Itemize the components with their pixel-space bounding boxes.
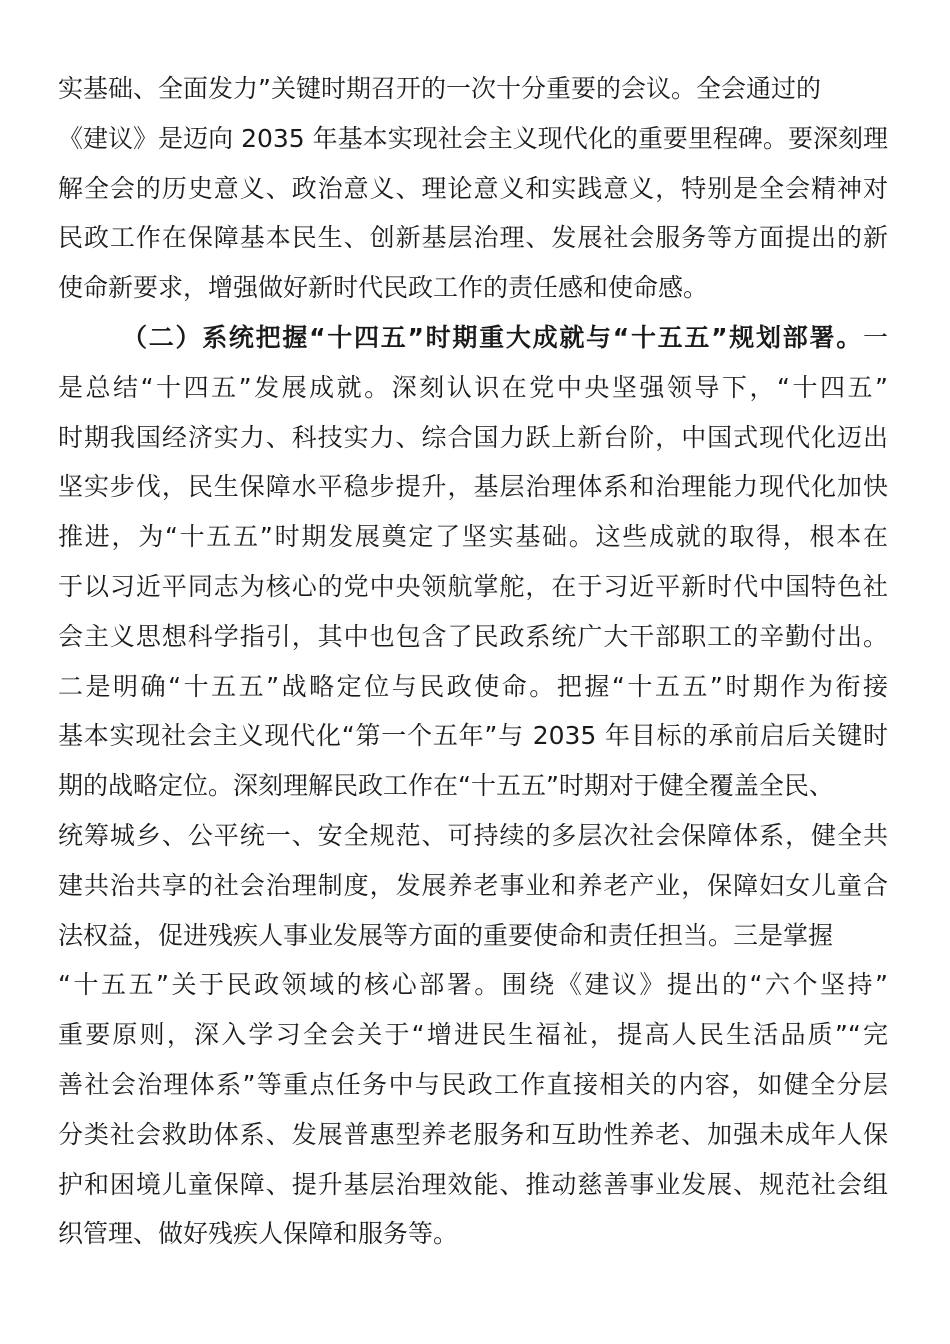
paragraph-line: 坚实步伐，民生保障水平稳步提升，基层治理体系和治理能力现代化加快 — [58, 472, 888, 502]
paragraph-line: 会主义思想科学指引，其中也包含了民政系统广大干部职工的辛勤付出。 — [58, 621, 888, 651]
paragraph-line: “十五五”关于民政领域的核心部署。围绕《建议》提出的“六个坚持” — [58, 970, 888, 1000]
paragraph-line: 分类社会救助体系、发展普惠型养老服务和互助性养老、加强未成年人保 — [58, 1119, 888, 1149]
paragraph-line: 重要原则，深入学习全会关于“增进民生福祉，提高人民生活品质”“完 — [58, 1020, 888, 1050]
paragraph-line: 基本实现社会主义现代化“第一个五年”与 2035 年目标的承前启后关键时 — [58, 721, 888, 751]
paragraph-line: 《建议》是迈向 2035 年基本实现社会主义现代化的重要里程碑。要深刻理 — [58, 123, 888, 153]
paragraph-line: 二是明确“十五五”战略定位与民政使命。把握“十五五”时期作为衔接 — [58, 671, 888, 701]
paragraph-line: 法权益，促进残疾人事业发展等方面的重要使命和责任担当。三是掌握 — [58, 920, 834, 950]
document-page — [58, 64, 888, 1259]
paragraph-line: 使命新要求，增强做好新时代民政工作的责任感和使命感。 — [58, 273, 709, 303]
section-heading-continuation: 一 — [862, 322, 888, 352]
paragraph-line: 时期我国经济实力、科技实力、综合国力跃上新台阶，中国式现代化迈出 — [58, 422, 888, 452]
paragraph-line: 是总结“十四五”发展成就。深刻认识在党中央坚强领导下，“十四五” — [58, 372, 888, 402]
paragraph-line: 护和困境儿童保障、提升基层治理效能、推动慈善事业发展、规范社会组 — [58, 1169, 888, 1199]
paragraph-line: 期的战略定位。深刻理解民政工作在“十五五”时期对于健全覆盖全民、 — [58, 771, 834, 801]
paragraph-line: 统筹城乡、公平统一、安全规范、可持续的多层次社会保障体系，健全共 — [58, 820, 888, 850]
paragraph-line: 织管理、做好残疾人保障和服务等。 — [58, 1219, 459, 1249]
paragraph-line: 推进，为“十五五”时期发展奠定了坚实基础。这些成就的取得，根本在 — [58, 522, 888, 552]
paragraph-line: 解全会的历史意义、政治意义、理论意义和实践意义，特别是全会精神对 — [58, 173, 888, 203]
section-heading-line — [58, 313, 888, 363]
paragraph-line: 实基础、全面发力”关键时期召开的一次十分重要的会议。全会通过的 — [58, 74, 821, 103]
paragraph-line: 善社会治理体系”等重点任务中与民政工作直接相关的内容，如健全分层 — [58, 1069, 888, 1099]
section-heading: （二）系统把握“十四五”时期重大成就与“十五五”规划部署。 — [122, 322, 863, 352]
paragraph-line: 民政工作在保障基本民生、创新基层治理、发展社会服务等方面提出的新 — [58, 223, 888, 253]
paragraph-line: 建共治共享的社会治理制度，发展养老事业和养老产业，保障妇女儿童合 — [58, 870, 888, 900]
paragraph-line: 于以习近平同志为核心的党中央领航掌舵，在于习近平新时代中国特色社 — [58, 571, 888, 601]
